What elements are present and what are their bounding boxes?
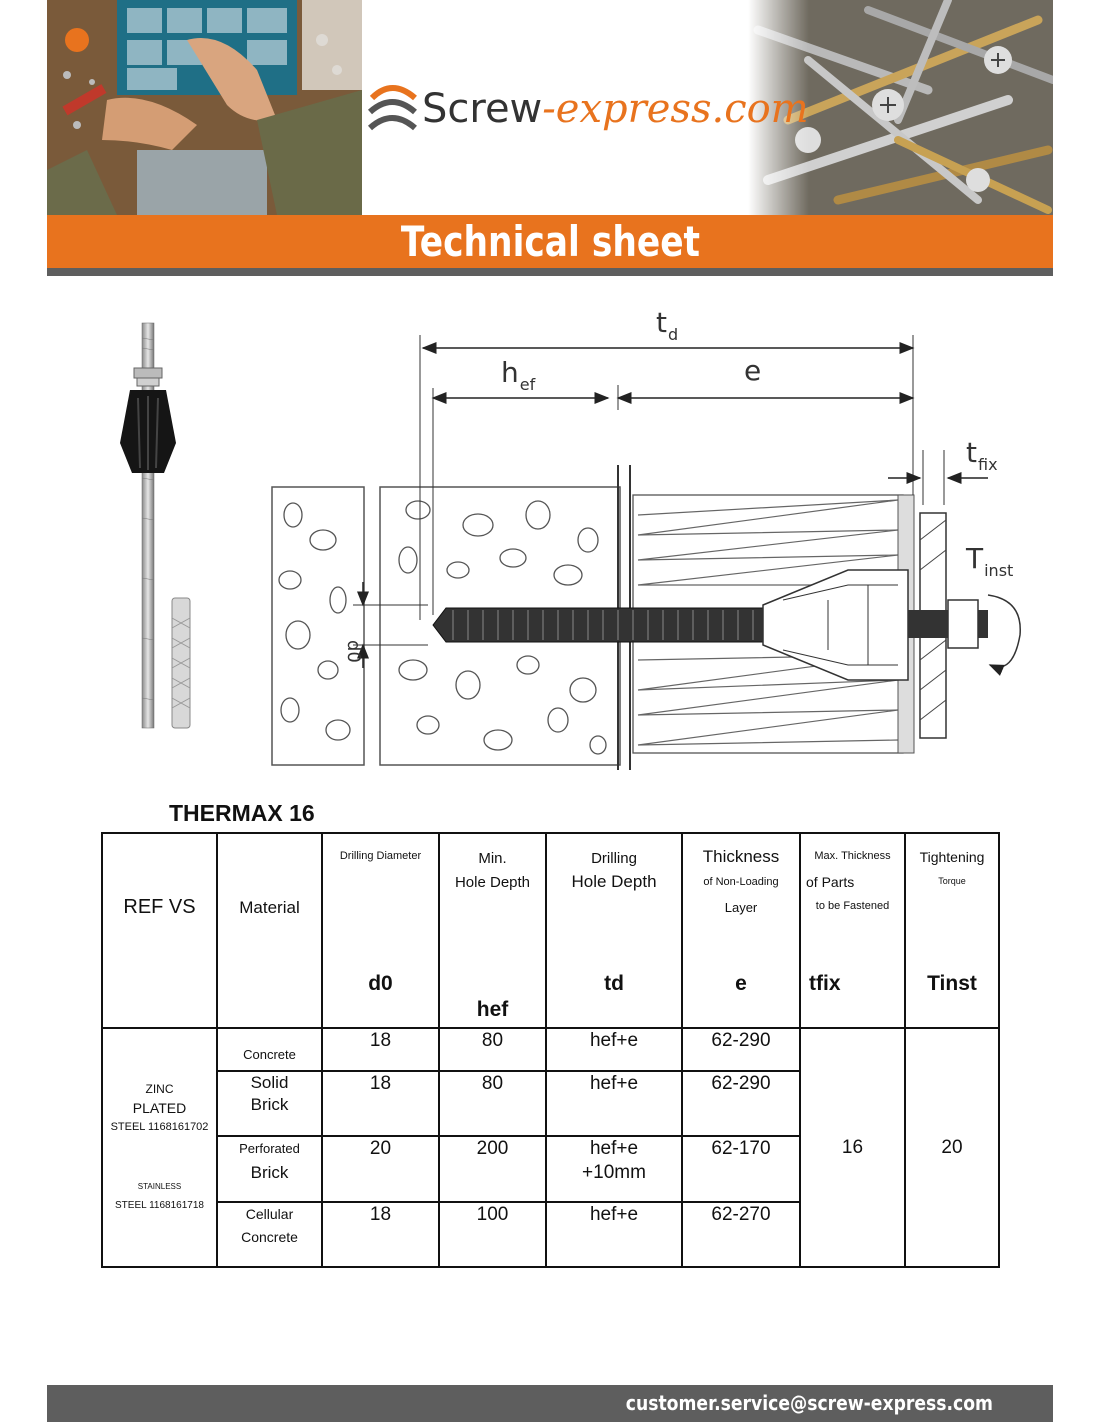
svg-text:Tinst: $T_{inst}$	[966, 542, 1014, 580]
table-header-row	[102, 833, 999, 1028]
hef-cell: 80	[439, 1028, 546, 1071]
banner-title: Technical sheet	[400, 217, 700, 266]
td-cell: hef+e	[546, 1028, 682, 1071]
brand-logo	[367, 78, 809, 142]
tinst-value: 20	[905, 1028, 999, 1267]
installation-diagram	[268, 300, 1028, 775]
hef-cell: 80	[439, 1071, 546, 1136]
svg-text:d0: d0	[343, 640, 364, 663]
specification-table	[101, 832, 1000, 1268]
svg-text:e: e	[744, 354, 762, 387]
tfix-value: 16	[800, 1028, 905, 1267]
title-banner	[47, 215, 1053, 268]
td-cell: hef+e	[546, 1202, 682, 1267]
logo-swoosh-icon	[367, 78, 417, 142]
header-td: Drilling Hole Depth td	[546, 833, 682, 1028]
material-cell: Concrete	[217, 1028, 322, 1071]
header-material: Material	[217, 833, 322, 1028]
e-cell: 62-290	[682, 1028, 800, 1071]
material-cell: Cellular Concrete	[217, 1202, 322, 1267]
e-cell: 62-290	[682, 1071, 800, 1136]
contact-email[interactable]: customer.service@screw-express.com	[625, 1391, 993, 1415]
header-tfix: Max. Thickness of Parts to be Fastened tfix	[800, 833, 905, 1028]
anchor-rod-product-image	[110, 318, 220, 738]
svg-text:hef: $h_{ef}$	[501, 356, 536, 394]
material-cell: Perforated Brick	[217, 1136, 322, 1202]
d0-cell: 18	[322, 1071, 439, 1136]
brand-name: Screw-express.com	[422, 86, 809, 132]
workbench-photo	[47, 0, 362, 215]
header-banner	[47, 0, 1053, 215]
hef-cell: 200	[439, 1136, 546, 1202]
header-e: Thickness of Non-Loading Layer e	[682, 833, 800, 1028]
d0-cell: 18	[322, 1202, 439, 1267]
d0-cell: 20	[322, 1136, 439, 1202]
svg-text:td: $t_d$	[656, 306, 679, 344]
product-title: THERMAX 16	[169, 800, 315, 826]
header-d0: Drilling Diameter d0	[322, 833, 439, 1028]
e-cell: 62-170	[682, 1136, 800, 1202]
e-cell: 62-270	[682, 1202, 800, 1267]
material-cell: Solid Brick	[217, 1071, 322, 1136]
table-row	[102, 1028, 999, 1071]
ref-cell: ZINC PLATED STEEL 1168161702 STAINLESS STEEL 1168161718	[102, 1028, 217, 1267]
header-ref: REF VS	[102, 833, 217, 1028]
td-cell: hef+e +10mm	[546, 1136, 682, 1202]
header-tinst: Tightening Torque Tinst	[905, 833, 999, 1028]
svg-text:tfix: $t_{fix}$	[966, 436, 998, 474]
d0-cell: 18	[322, 1028, 439, 1071]
td-cell: hef+e	[546, 1071, 682, 1136]
footer-bar	[47, 1385, 1053, 1422]
header-hef: Min. Hole Depth hef	[439, 833, 546, 1028]
header-divider	[47, 268, 1053, 276]
hef-cell: 100	[439, 1202, 546, 1267]
